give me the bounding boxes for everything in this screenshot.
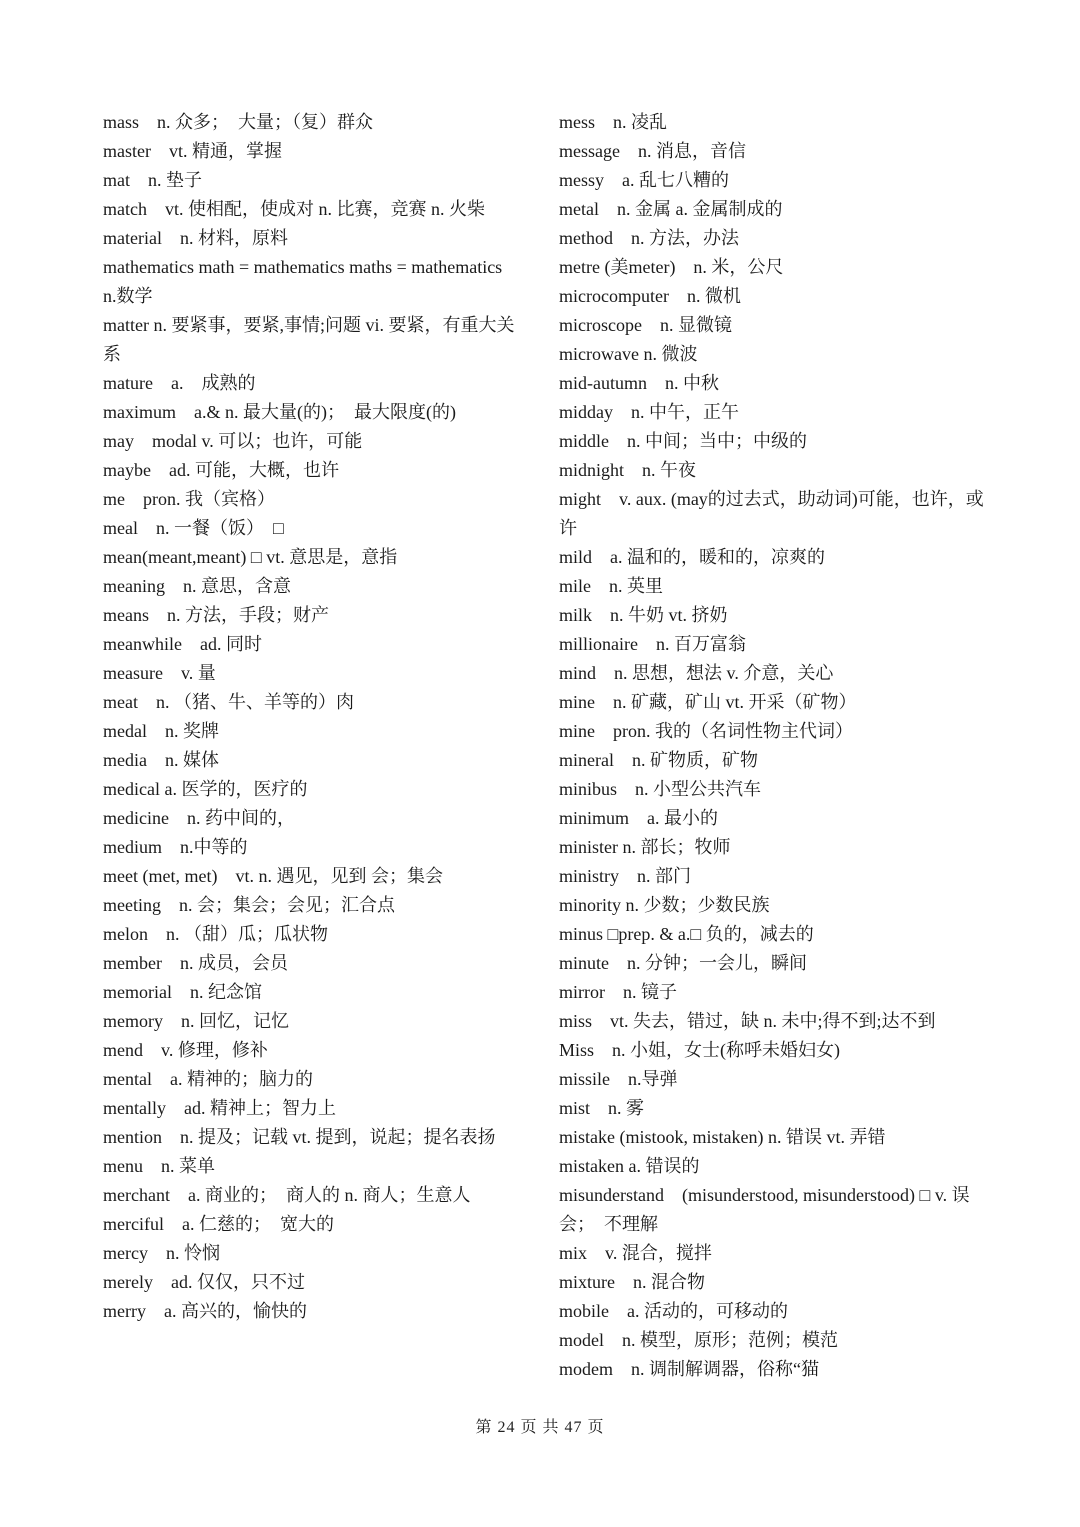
vocab-entry: member n. 成员，会员	[103, 953, 288, 973]
vocab-entry: model n. 模型，原形；范例；模范	[559, 1330, 838, 1350]
right-word-column	[559, 108, 989, 1384]
vocab-entry: milk n. 牛奶 vt. 挤奶	[559, 605, 728, 625]
vocab-entry: mid-autumn n. 中秋	[559, 373, 719, 393]
vocab-entry: mercy n. 怜悯	[103, 1243, 220, 1263]
vocab-entry: mean(meant,meant) □ vt. 意思是，意指	[103, 547, 398, 567]
vocab-entry: master vt. 精通，掌握	[103, 141, 282, 161]
vocab-entry: mild a. 温和的，暖和的，凉爽的	[559, 547, 825, 567]
vocab-entry: mention n. 提及；记载 vt. 提到，说起；提名表扬	[103, 1127, 496, 1147]
vocab-entry: mineral n. 矿物质，矿物	[559, 750, 758, 770]
vocab-entry: midnight n. 午夜	[559, 460, 697, 480]
vocab-entry: mixture n. 混合物	[559, 1272, 705, 1292]
vocab-entry: merchant a. 商业的； 商人的 n. 商人；生意人	[103, 1185, 471, 1205]
vocab-entry: mathematics math = mathematics maths = mathematics n.数学	[103, 257, 539, 306]
vocab-entry: message n. 消息，音信	[559, 141, 746, 161]
vocab-entry: ministry n. 部门	[559, 866, 692, 886]
vocab-entry: match vt. 使相配，使成对 n. 比赛，竞赛 n. 火柴	[103, 199, 485, 219]
vocab-entry: mature a. 成熟的	[103, 373, 256, 393]
vocab-entry: matter n. 要紧事，要紧,事情;问题 vi. 要紧，有重大关系	[103, 315, 515, 364]
vocab-entry: mistaken a. 错误的	[559, 1156, 700, 1176]
vocab-entry: merry a. 高兴的，愉快的	[103, 1301, 307, 1321]
vocab-entry: metal n. 金属 a. 金属制成的	[559, 199, 783, 219]
vocab-entry: mine pron. 我的（名词性物主代词）	[559, 721, 853, 741]
vocab-entry: mental a. 精神的；脑力的	[103, 1069, 313, 1089]
vocab-entry: mix v. 混合，搅拌	[559, 1243, 712, 1263]
vocab-entry: middle n. 中间；当中；中级的	[559, 431, 807, 451]
vocab-entry: meet (met, met) vt. n. 遇见，见到 会；集会	[103, 866, 443, 886]
vocab-entry: me pron. 我（宾格）	[103, 489, 275, 509]
vocab-entry: minibus n. 小型公共汽车	[559, 779, 762, 799]
vocab-entry: minimum a. 最小的	[559, 808, 718, 828]
vocab-entry: messy a. 乱七八糟的	[559, 170, 729, 190]
vocab-entry: material n. 材料，原料	[103, 228, 288, 248]
vocab-entry: meeting n. 会；集会；会见；汇合点	[103, 895, 395, 915]
vocab-entry: misunderstand (misunderstood, misunderstood) □ v. 误会； 不理解	[559, 1185, 970, 1234]
vocab-entry: missile n.导弹	[559, 1069, 678, 1089]
vocab-entry: memorial n. 纪念馆	[103, 982, 262, 1002]
vocab-entry: memory n. 回忆，记忆	[103, 1011, 289, 1031]
vocab-entry: mine n. 矿藏，矿山 vt. 开采（矿物）	[559, 692, 857, 712]
vocab-entry: microcomputer n. 微机	[559, 286, 741, 306]
vocab-entry: maybe ad. 可能，大概，也许	[103, 460, 339, 480]
vocab-entry: meal n. 一餐（饭） □	[103, 518, 284, 538]
vocab-entry: medicine n. 药中间的，	[103, 808, 295, 828]
vocab-entry: merciful a. 仁慈的； 宽大的	[103, 1214, 334, 1234]
vocab-entry: miss vt. 失去，错过，缺 n. 未中;得不到;达不到	[559, 1011, 936, 1031]
vocab-entry: mass n. 众多； 大量；（复）群众	[103, 112, 373, 132]
vocab-entry: method n. 方法，办法	[559, 228, 739, 248]
vocab-entry: mist n. 雾	[559, 1098, 645, 1118]
vocab-entry: minute n. 分钟；一会儿，瞬间	[559, 953, 807, 973]
vocab-entry: media n. 媒体	[103, 750, 219, 770]
page-number-footer: 第 24 页 共 47 页	[475, 1419, 605, 1436]
vocab-entry: maximum a.& n. 最大量(的)； 最大限度(的)	[103, 402, 456, 422]
vocab-entry: mentally ad. 精神上；智力上	[103, 1098, 336, 1118]
vocab-entry: meanwhile ad. 同时	[103, 634, 262, 654]
vocab-entry: meaning n. 意思，含意	[103, 576, 291, 596]
left-word-column	[103, 108, 539, 1326]
vocab-entry: minority n. 少数；少数民族	[559, 895, 770, 915]
vocab-entry: means n. 方法，手段；财产	[103, 605, 329, 625]
vocab-entry: mess n. 凌乱	[559, 112, 667, 132]
vocab-entry: medal n. 奖牌	[103, 721, 219, 741]
vocab-entry: minister n. 部长；牧师	[559, 837, 731, 857]
vocab-entry: Miss n. 小姐，女士(称呼未婚妇女)	[559, 1040, 841, 1060]
vocab-entry: mistake (mistook, mistaken) n. 错误 vt. 弄错	[559, 1127, 886, 1147]
vocab-entry: may modal v. 可以；也许，可能	[103, 431, 363, 451]
vocab-entry: midday n. 中午，正午	[559, 402, 739, 422]
vocab-entry: measure v. 量	[103, 663, 216, 683]
vocab-entry: might v. aux. (may的过去式，助动词)可能，也许，或许	[559, 489, 984, 538]
vocab-entry: microscope n. 显微镜	[559, 315, 732, 335]
vocab-entry: minus □prep. & a.□ 负的，减去的	[559, 924, 814, 944]
vocab-entry: melon n. （甜）瓜；瓜状物	[103, 924, 328, 944]
vocab-entry: merely ad. 仅仅，只不过	[103, 1272, 305, 1292]
vocab-entry: mind n. 思想，想法 v. 介意，关心	[559, 663, 834, 683]
vocab-entry: mile n. 英里	[559, 576, 663, 596]
vocab-entry: medium n.中等的	[103, 837, 248, 857]
vocab-entry: millionaire n. 百万富翁	[559, 634, 746, 654]
vocab-entry: menu n. 菜单	[103, 1156, 215, 1176]
vocab-entry: mend v. 修理，修补	[103, 1040, 268, 1060]
vocab-entry: modem n. 调制解调器，俗称“猫	[559, 1359, 819, 1379]
vocab-entry: metre (美meter) n. 米，公尺	[559, 257, 784, 277]
vocab-entry: medical a. 医学的，医疗的	[103, 779, 308, 799]
vocab-entry: mobile a. 活动的，可移动的	[559, 1301, 788, 1321]
vocab-entry: meat n. （猪、牛、羊等的）肉	[103, 692, 354, 712]
vocab-entry: mat n. 垫子	[103, 170, 202, 190]
vocab-entry: microwave n. 微波	[559, 344, 698, 364]
vocab-entry: mirror n. 镜子	[559, 982, 677, 1002]
